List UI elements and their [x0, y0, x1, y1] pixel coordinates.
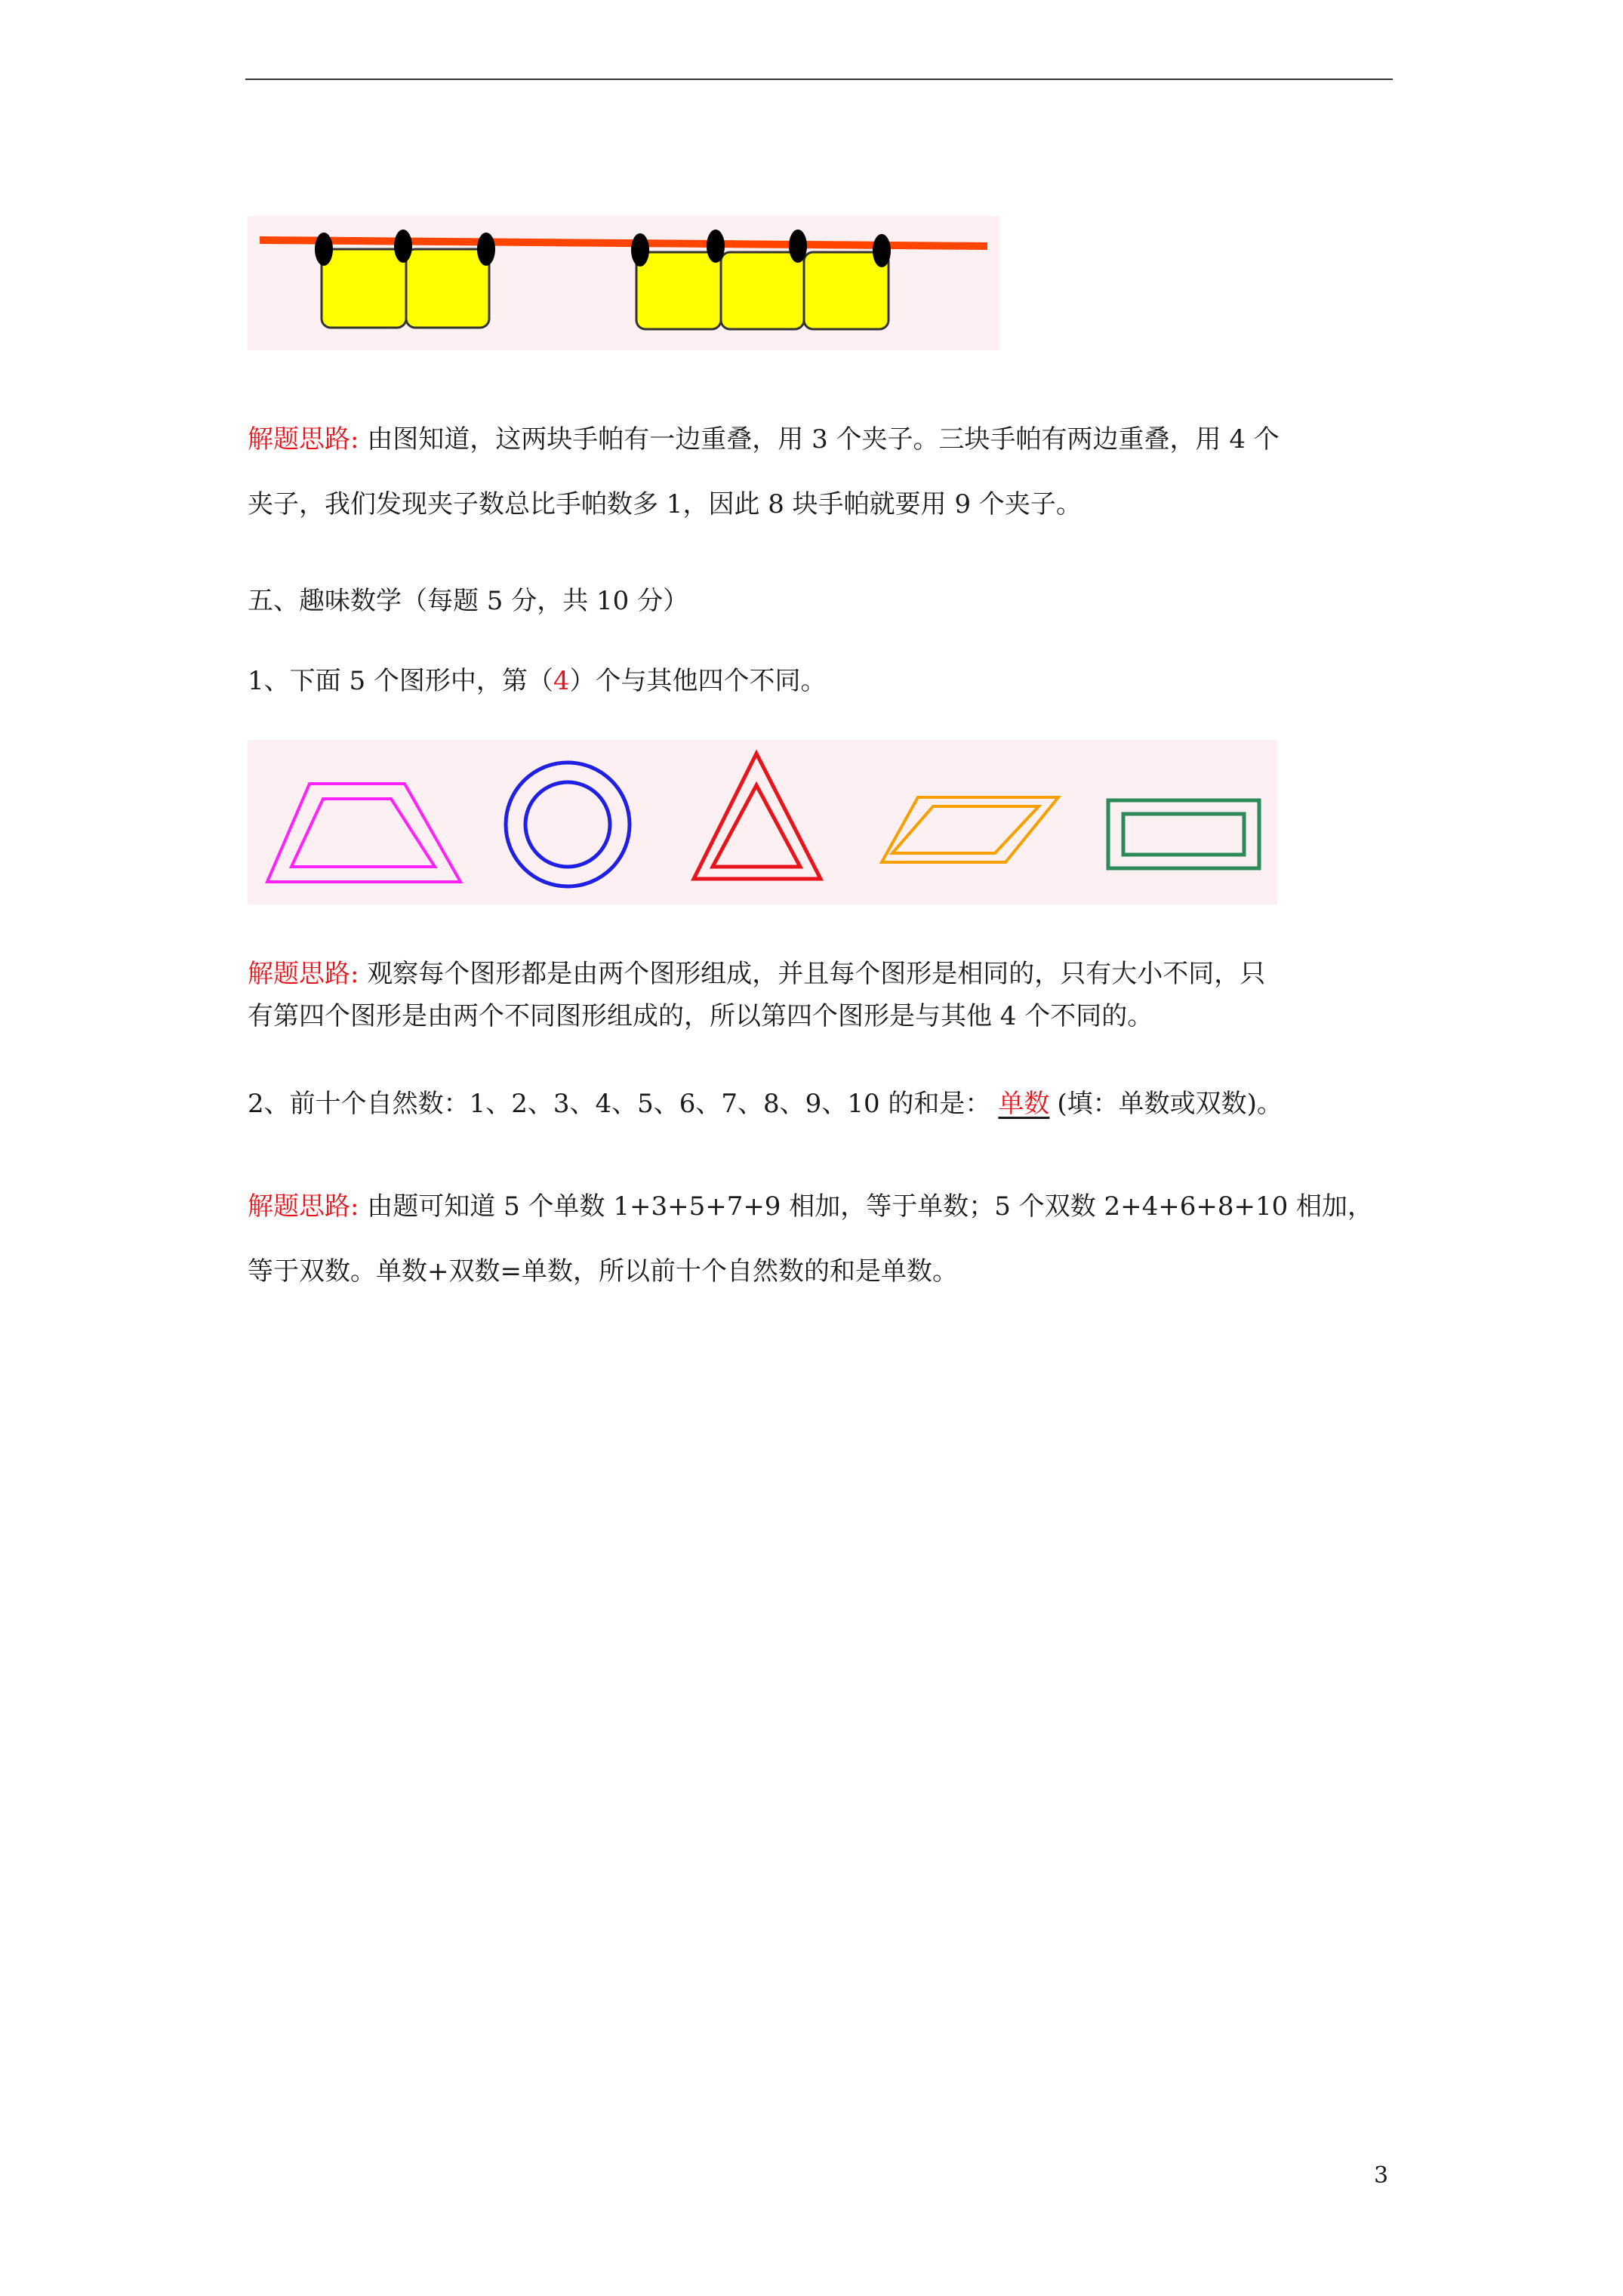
- answer-blank: [990, 1087, 1057, 1120]
- section-heading: 五、趣味数学（每题 5 分，共 10 分）: [248, 586, 689, 616]
- q4-explanation-line2: 夹子，我们发现夹子数总比手帕数多 1，因此 8 块手帕就要用 9 个夹子。: [248, 489, 1082, 519]
- handkerchief-clothesline-figure: [248, 216, 999, 350]
- q2-explanation-line1: 解题思路: 由题可知道 5 个单数 1+3+5+7+9 相加，等于单数；5 个双数 2+4+6+8+10 相加，: [248, 1191, 1374, 1222]
- explanation-label: 解题思路:: [248, 1191, 359, 1222]
- page-number: 3: [1374, 2162, 1389, 2189]
- q1-explanation-line1: 解题思路: 观察每个图形都是由两个图形组成，并且每个图形是相同的，只有大小不同，只: [248, 959, 1266, 989]
- handkerchief-group-three: [636, 252, 888, 329]
- q1-explanation-line2: 有第四个图形是由两个不同图形组成的，所以第四个图形是与其他 4 个不同的。: [248, 1001, 1153, 1031]
- question-1-answer: 4: [553, 666, 570, 696]
- q4-explanation-line1: 解题思路: 由图知道，这两块手帕有一边重叠，用 3 个夹子。三块手帕有两边重叠，用 4 个: [248, 424, 1280, 455]
- explanation-label: 解题思路:: [248, 424, 359, 455]
- question-2-answer: 单数: [998, 1089, 1050, 1119]
- explanation-label: 解题思路:: [248, 959, 359, 989]
- five-shapes-figure: [248, 740, 1277, 905]
- q2-explanation-line2: 等于双数。单数+双数=单数，所以前十个自然数的和是单数。: [248, 1256, 958, 1287]
- header-rule: [245, 79, 1393, 80]
- question-1: 1、下面 5 个图形中，第（4）个与其他四个不同。: [248, 666, 827, 696]
- question-2: 2、前十个自然数：1、2、3、4、5、6、7、8、9、10 的和是： 单数 (填：单数或双数)。: [248, 1089, 1283, 1119]
